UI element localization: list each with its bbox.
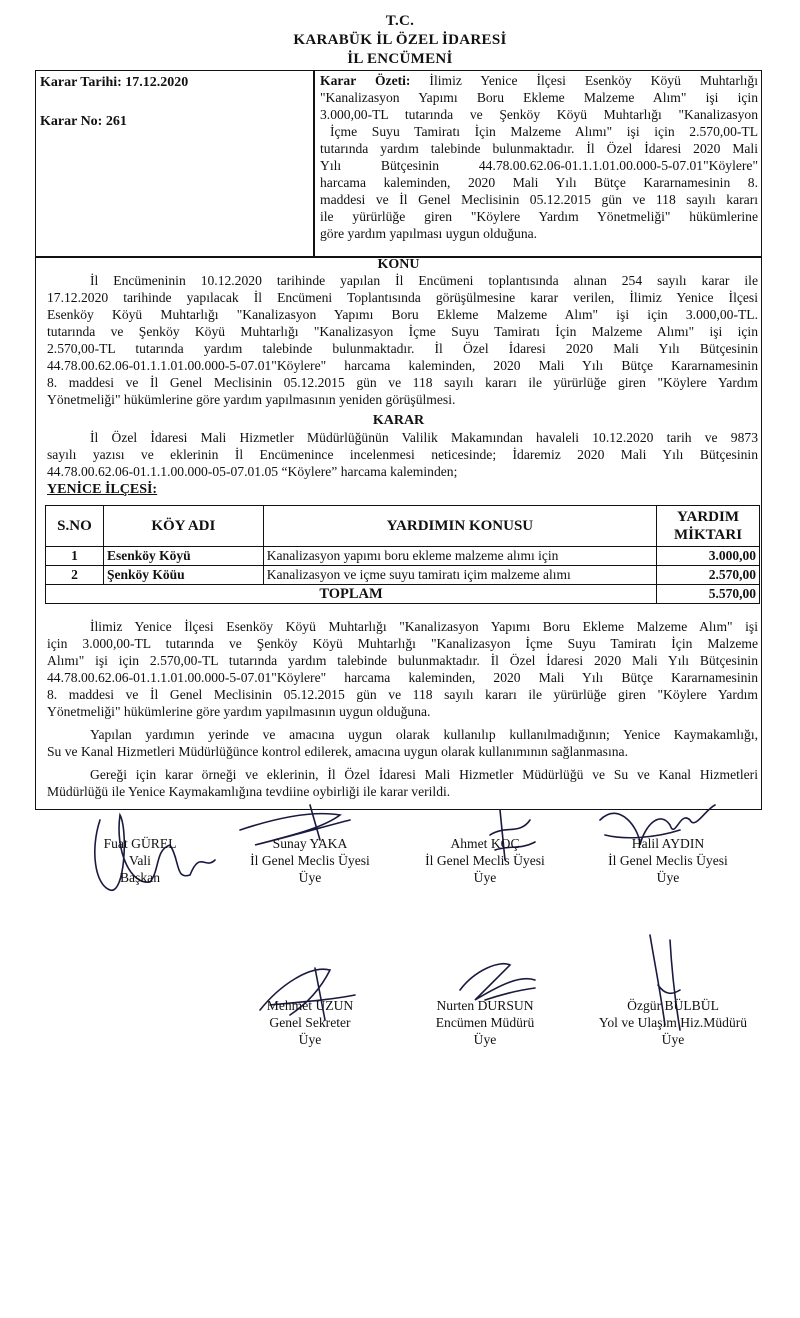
body-line: İlimiz Yenice İlçesi Esenköy Köyü Muhtarlığı "Kanalizasyon Yapımı Boru Ekleme Malzeme Alım" işi	[90, 619, 758, 634]
konu-line: 2.570,00-TL tutarında yardım talebinde bulunmaktadır. İl Özel İdaresi 2020 Mali Yılı Bütçesinin	[47, 341, 758, 356]
body-line: 8. maddesi ve İl Genel Meclisinin 05.12.2015 gün ve 118 sayılı kararı ile yürürlüğe giren "Köylere Yardım	[47, 687, 758, 702]
header-tc: T.C.	[385, 13, 415, 29]
signatory-name: Mehmet UZUN	[266, 998, 354, 1013]
body-line: 44.78.00.62.06-01.1.1.01.00.000-5-07.01"Köylere" harcama kaleminden, 2020 Mali Yılı Bütçe Kararnamesinin	[47, 670, 758, 685]
signatory-gurel	[85, 835, 195, 886]
signatory-role: Genel Sekreter	[269, 1015, 351, 1030]
signatory-role: Encümen Müdürü	[435, 1015, 535, 1030]
body-line: Yapılan yardımın yerinde ve amacına uygun olarak kullanılıp kullanılmadığının; Yenice Kaymakamlığı,	[90, 727, 758, 742]
frame-divider-vertical	[313, 70, 315, 256]
konu-line: Yönetmeliği" hükümlerine göre yardım yapılmasının yeniden görüşülmesi.	[47, 392, 456, 407]
district-label: YENİCE İLÇESİ:	[47, 482, 158, 497]
body-line: Yönetmeliği" hükümlerine göre yardım yapılmasının uygun olduğuna.	[47, 704, 431, 719]
summary-label: Karar Özeti:	[320, 73, 411, 88]
decision-date: Karar Tarihi: 17.12.2020	[40, 75, 189, 90]
signatory-bulbul	[578, 997, 768, 1048]
col-header-amount-line1: YARDIM	[677, 509, 739, 525]
karar-line: 44.78.00.62.06-01.1.1.00.000-05-07.01.05 “Köylere” harcama kaleminden;	[47, 464, 458, 479]
col-header-amount-line2: MİKTARI	[673, 527, 743, 543]
summary-line: İçme Suyu Tamiratı İçin Malzeme Alımı" işi için 2.570,00-TL	[330, 124, 758, 139]
table-total-row	[46, 585, 760, 604]
col-header-amount	[657, 506, 760, 547]
table-header-row	[46, 506, 760, 547]
signatory-role: İl Genel Meclis Üyesi	[608, 853, 728, 868]
signatory-title: Üye	[298, 1032, 322, 1047]
konu-line: 44.78.00.62.06-01.1.1.01.00.000-5-07.01"Köylere" harcama kaleminden, 2020 Mali Yılı Bütçe Kararnamesinin	[47, 358, 758, 373]
decision-number: Karar No: 261	[40, 114, 127, 129]
signatory-title: Üye	[656, 870, 680, 885]
col-header-no: S.NO	[46, 506, 104, 547]
signatory-role: İl Genel Meclis Üyesi	[250, 853, 370, 868]
body-line: Su ve Kanal Hizmetleri Müdürlüğünce kontrol edilerek, amacına uygun olarak kullanımının sağlanmasına.	[47, 744, 628, 759]
signatory-role: İl Genel Meclis Üyesi	[425, 853, 545, 868]
konu-line: 8. maddesi ve İl Genel Meclisinin 05.12.2015 gün ve 118 sayılı kararı ile yürürlüğe giren "Köylere Yardım	[47, 375, 758, 390]
konu-line: Esenköy Köyü Muhtarlığı "Kanalizasyon Yapımı Boru Ekleme Malzeme Alım" işi için 3.000,00-TL.	[47, 307, 758, 322]
cell-no: 1	[46, 547, 104, 566]
signatory-uzun	[240, 997, 380, 1048]
karar-line: sayılı yazısı ve eklerinin İl Encümenince incelenmesi neticesinde; İdaremiz 2020 Mali Yılı Bütçesinin	[47, 447, 758, 462]
aid-table	[45, 505, 760, 604]
konu-line: tutarında ve Şenköy Köyü Muhtarlığı "Kanalizasyon İçme Suyu Tamiratı İçin Malzeme Alımı" işi için	[47, 324, 758, 339]
signatory-title: Üye	[473, 1032, 497, 1047]
signatory-name: Nurten DURSUN	[436, 998, 534, 1013]
konu-title: KONU	[377, 257, 420, 272]
signature-dursun	[460, 964, 535, 1000]
cell-village: Şenköy Köüu	[103, 566, 263, 585]
summary-line: tutarında yardım talebinde bulunmaktadır. İl Özel İdaresi 2020 Mali	[320, 141, 758, 156]
signatory-role: Vali	[129, 853, 151, 868]
col-header-subject: YARDIMIN KONUSU	[263, 506, 656, 547]
summary-line: Yılı Bütçesinin 44.78.00.62.06-01.1.1.01.00.000-5-07.01"Köylere"	[320, 158, 758, 173]
body-line: Gereği için karar örneği ve eklerinin, İl Özel İdaresi Mali Hizmetler Müdürlüğü ve Su ve Kanal Hizmetleri	[90, 767, 758, 782]
summary-line: göre yardım yapılması uygun olduğuna.	[320, 226, 538, 241]
cell-amount: 2.570,00	[657, 566, 760, 585]
cell-village: Esenköy Köyü	[103, 547, 263, 566]
summary-line: maddesi ve İl Genel Meclisinin 05.12.2015 gün ve 118 sayılı kararı	[320, 192, 758, 207]
summary-line: harcama kaleminden, 2020 Mali Yılı Bütçe Kararnamesinin 8.	[320, 175, 758, 190]
col-header-village: KÖY ADI	[103, 506, 263, 547]
cell-no: 2	[46, 566, 104, 585]
signatory-title: Başkan	[119, 870, 161, 885]
summary-line: ile yürürlüğe giren "Köylere Yardım Yönetmeliği" hükümlerine	[320, 209, 758, 224]
signatory-dursun	[410, 997, 560, 1048]
konu-line: İl Encümeninin 10.12.2020 tarihinde yapılan İl Encümeni toplantısında alınan 254 sayılı karar ile	[90, 273, 758, 288]
table-row	[46, 566, 760, 585]
body-line: Müdürlüğü ile Yenice Kaymakamlığına tevdiine oybirliği ile karar verildi.	[47, 784, 451, 799]
signatory-title: Üye	[473, 870, 497, 885]
signatory-aydin	[588, 835, 748, 886]
body-line: Alımı" işi için 2.570,00-TL tutarında yardım talebinde bulunmaktadır. İl Özel İdaresi 2020 Mali Yılı Bütçesinin	[47, 653, 758, 668]
summary-line: 3.000,00-TL tutarında ve Şenköy Köyü Muhtarlığı "Kanalizasyon	[320, 107, 758, 122]
body-line: için 3.000,00-TL tutarında ve Şenköy Köyü Muhtarlığı "Kanalizasyon İçme Suyu Tamiratı İçin Malzeme	[47, 636, 758, 651]
signatory-title: Üye	[298, 870, 322, 885]
cell-subject: Kanalizasyon ve içme suyu tamiratı içim malzeme alımı	[263, 566, 656, 585]
table-row	[46, 547, 760, 566]
signatory-name: Halil AYDIN	[631, 836, 705, 851]
summary-line: "Kanalizasyon Yapımı Boru Ekleme Malzeme Alım" işi için	[320, 90, 758, 105]
karar-title: KARAR	[372, 413, 425, 428]
karar-line: İl Özel İdaresi Mali Hizmetler Müdürlüğünün Valilik Makamından havaleli 10.12.2020 tarih ve 9873	[90, 430, 758, 445]
konu-line: 17.12.2020 tarihinde yapılacak İl Encümeni Toplantısında görüşülmesine karar verilen, İlimiz Yenice İlçesi	[47, 290, 758, 305]
signatory-title: Üye	[661, 1032, 685, 1047]
header-institution: KARABÜK İL ÖZEL İDARESİ	[293, 32, 507, 48]
total-label: TOPLAM	[46, 585, 657, 604]
header-council: İL ENCÜMENİ	[347, 51, 453, 67]
signatory-name: Fuat GÜREL	[103, 836, 177, 851]
signatory-role: Yol ve Ulaşım Hiz.Müdürü	[598, 1015, 748, 1030]
signatory-name: Sunay YAKA	[272, 836, 348, 851]
cell-subject: Kanalizasyon yapımı boru ekleme malzeme alımı için	[263, 547, 656, 566]
total-value: 5.570,00	[657, 585, 760, 604]
signatory-koc	[405, 835, 565, 886]
summary-line: İlimiz Yenice İlçesi Esenköy Köyü Muhtarlığı	[429, 73, 758, 88]
signatory-name: Ahmet KOÇ	[450, 836, 520, 851]
cell-amount: 3.000,00	[657, 547, 760, 566]
signatory-name: Özgür BÜLBÜL	[627, 998, 719, 1013]
signatory-yaka	[230, 835, 390, 886]
